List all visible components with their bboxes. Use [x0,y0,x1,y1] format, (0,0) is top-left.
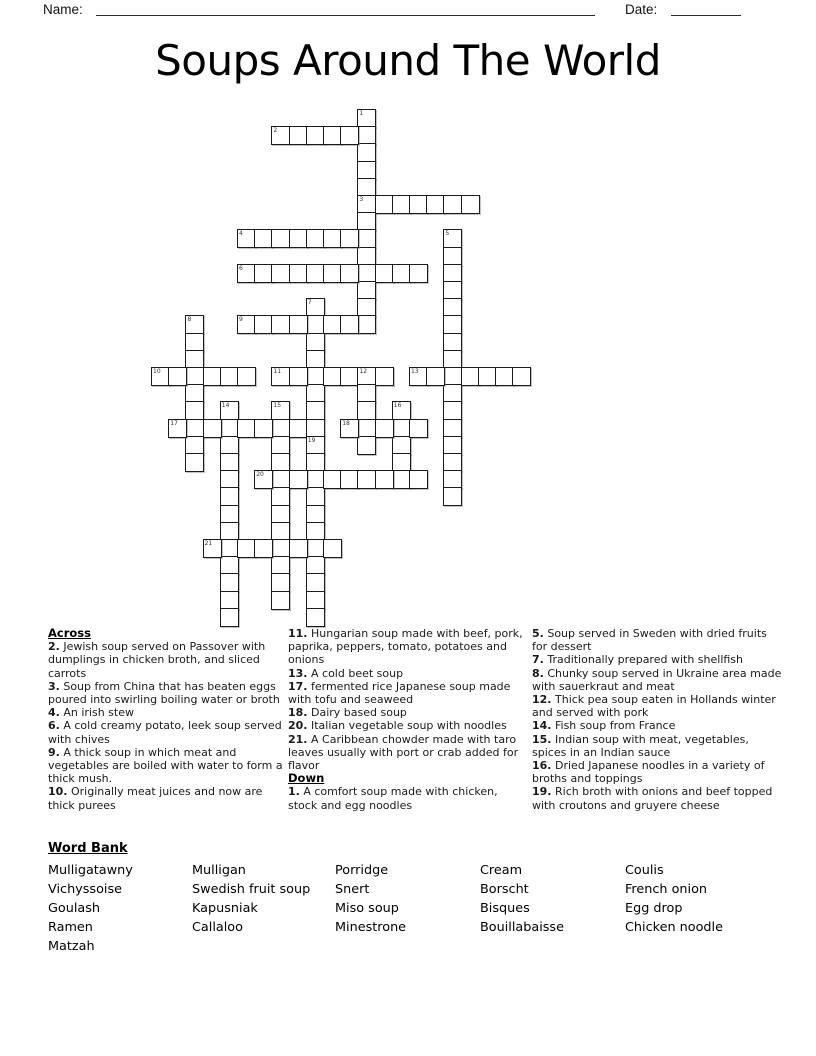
grid-cell[interactable] [461,195,480,214]
grid-cell[interactable] [185,367,204,386]
word-bank-column-3 [335,861,480,956]
word-bank-item: Bisques [480,901,530,916]
grid-cell[interactable] [185,384,204,403]
grid-cell[interactable] [271,556,290,575]
grid-cell[interactable] [220,522,239,541]
clue-number: 17 [170,419,178,427]
grid-cell[interactable] [306,315,325,334]
clue-20: 20. Italian vegetable soup with noodles [288,719,507,733]
grid-cell[interactable] [306,470,325,489]
grid-cell[interactable] [357,281,376,300]
grid-cell[interactable] [185,350,204,369]
name-fill-line[interactable] [96,15,595,16]
grid-cell[interactable] [271,522,290,541]
grid-cell[interactable] [306,333,325,352]
grid-cell[interactable] [409,195,428,214]
grid-cell[interactable] [357,298,376,317]
grid-cell[interactable] [185,419,204,438]
clue-number: 13 [411,368,419,375]
grid-cell[interactable] [323,126,342,145]
word-bank-item: Matzah [48,939,95,954]
grid-cell[interactable] [271,419,290,438]
grid-cell[interactable] [306,384,325,403]
word-bank-column-2 [192,861,335,956]
grid-cell[interactable] [220,401,239,420]
grid-cell[interactable] [323,315,342,334]
word-bank-item: Vichyssoise [48,882,123,897]
grid-cell[interactable] [289,470,308,489]
grid-cell[interactable] [289,229,308,248]
word-bank-item: Bouillabaisse [480,920,564,935]
grid-cell[interactable] [443,487,462,506]
clue-section-label: Across [48,626,91,640]
word-bank-item: Coulis [625,863,664,878]
clue-number: 16 [393,402,402,410]
clue-5: 5. Soup served in Sweden with dried fruits for dessert [532,627,767,654]
word-bank-item: Ramen [48,920,93,935]
word-bank-item: Egg drop [625,901,683,916]
grid-cell[interactable] [306,522,325,541]
grid-cell[interactable] [340,229,359,248]
grid-cell[interactable] [271,229,290,248]
clue-14: 14. Fish soup from France [532,719,676,733]
word-bank-item: Miso soup [335,901,399,916]
clue-number: 20 [256,471,264,479]
word-bank-item: Callaloo [192,920,243,935]
word-bank-item: Snert [335,882,370,897]
clue-2: 2. Jewish soup served on Passover with dumplings in chicken broth, and sliced carrots [48,640,266,680]
grid-cell[interactable] [306,367,325,386]
grid-cell[interactable] [443,315,462,334]
grid-cell[interactable] [443,470,462,489]
word-bank-column-4 [480,861,625,956]
grid-cell[interactable] [271,573,290,592]
grid-cell[interactable] [185,436,204,455]
grid-cell[interactable] [220,591,239,610]
grid-cell[interactable] [357,315,376,334]
grid-cell[interactable] [392,264,411,283]
grid-cell[interactable] [340,367,359,386]
clue-17: 17. fermented rice Japanese soup made with tofu and seaweed [288,679,511,707]
grid-cell[interactable] [289,367,308,386]
grid-cell[interactable] [306,505,325,524]
grid-cell[interactable] [357,195,376,214]
grid-cell[interactable] [203,419,222,438]
grid-cell[interactable] [289,315,308,334]
grid-cell[interactable] [237,264,256,283]
grid-cell[interactable] [254,470,273,489]
clue-number: 5 [445,230,450,238]
grid-cell[interactable] [289,264,308,283]
grid-cell[interactable] [203,539,222,558]
grid-cell[interactable] [409,419,428,438]
clue-number: 4 [239,230,243,238]
grid-cell[interactable] [392,419,411,438]
clue-10: 10. Originally meat juices and now are thick purees [48,785,263,812]
grid-cell[interactable] [168,367,187,386]
grid-cell[interactable] [203,367,222,386]
grid-cell[interactable] [151,367,170,386]
grid-cell[interactable] [306,298,325,317]
clue-number: 7 [307,299,312,307]
grid-cell[interactable] [443,367,462,386]
grid-cell[interactable] [289,419,308,438]
grid-cell[interactable] [271,470,290,489]
grid-cell[interactable] [254,539,273,558]
grid-cell[interactable] [271,505,290,524]
grid-cell[interactable] [220,556,239,575]
grid-cell[interactable] [306,264,325,283]
grid-cell[interactable] [340,315,359,334]
grid-cell[interactable] [357,109,376,128]
grid-cell[interactable] [340,470,359,489]
grid-cell[interactable] [409,264,428,283]
grid-cell[interactable] [443,350,462,369]
grid-cell[interactable] [220,470,239,489]
grid-cell[interactable] [271,126,290,145]
clue-21: 21. A Caribbean chowder made with taro leaves usually with port or crab added for flavor [288,732,519,773]
grid-cell[interactable] [254,315,273,334]
grid-cell[interactable] [185,453,204,472]
grid-cell[interactable] [306,126,325,145]
grid-cell[interactable] [357,470,376,489]
grid-cell[interactable] [306,573,325,592]
grid-cell[interactable] [306,350,325,369]
grid-cell[interactable] [220,505,239,524]
grid-cell[interactable] [409,367,428,386]
grid-cell[interactable] [323,539,342,558]
grid-cell[interactable] [357,401,376,420]
grid-cell[interactable] [357,247,376,266]
clue-number: 15 [273,402,282,410]
grid-cell[interactable] [185,315,204,334]
grid-cell[interactable] [357,384,376,403]
word-bank [48,841,785,956]
grid-cell[interactable] [237,229,256,248]
clue-9: 9. A thick soup in which meat and vegetables are boiled with water to form a thick mush. [48,745,283,786]
grid-cell[interactable] [220,436,239,455]
grid-cell[interactable] [375,470,394,489]
grid-cell[interactable] [443,298,462,317]
grid-cell[interactable] [375,264,394,283]
clue-number: 19 [307,436,316,444]
grid-cell[interactable] [306,591,325,610]
grid-cell[interactable] [392,470,411,489]
grid-cell[interactable] [306,487,325,506]
clues-column-2 [288,627,530,812]
grid-cell[interactable] [357,143,376,162]
word-bank-columns [48,861,785,956]
grid-cell[interactable] [323,367,342,386]
clues-column-3 [532,627,784,812]
clue-number: 11 [273,368,282,375]
clue-8: 8. Chunky soup served in Ukraine area made with sauerkraut and meat [532,666,782,693]
clue-1: 1. A comfort soup made with chicken, stock and egg noodles [288,785,498,812]
grid-cell[interactable] [323,229,342,248]
grid-cell[interactable] [340,264,359,283]
grid-cell[interactable] [271,539,290,558]
grid-cell[interactable] [271,264,290,283]
word-bank-label: Word Bank [48,841,128,856]
grid-cell[interactable] [392,401,411,420]
word-bank-item: Cream [480,863,523,878]
grid-cell[interactable] [443,281,462,300]
clue-number: 10 [153,368,161,375]
grid-cell[interactable] [443,264,462,283]
clue-number: 21 [204,540,213,547]
clue-number: 18 [342,419,350,427]
grid-cell[interactable] [357,264,376,283]
grid-cell[interactable] [220,487,239,506]
clue-number: 3 [359,196,364,203]
clue-number: 8 [187,316,192,324]
word-bank-item: Swedish fruit soup [192,882,311,897]
grid-cell[interactable] [340,126,359,145]
grid-cell[interactable] [375,367,394,386]
grid-cell[interactable] [443,333,462,352]
word-bank-column-1 [48,861,192,956]
grid-cell[interactable] [306,401,325,420]
grid-cell[interactable] [289,126,308,145]
clue-11: 11. Hungarian soup made with beef, pork, paprika, peppers, tomato, potatoes and onions [288,627,523,667]
clues-column-1 [48,627,290,812]
word-bank-item: Borscht [480,882,529,897]
grid-cell[interactable] [306,436,325,455]
clue-7: 7. Traditionally prepared with shellfish [532,653,744,667]
grid-cell[interactable] [220,453,239,472]
grid-cell[interactable] [443,419,462,438]
clue-number: 14 [221,402,230,410]
grid-cell[interactable] [357,178,376,197]
date-label: Date: [625,2,658,17]
grid-cell[interactable] [357,436,376,455]
date-fill-line[interactable] [671,15,741,16]
grid-cell[interactable] [220,367,239,386]
grid-cell[interactable] [220,608,239,627]
grid-cell[interactable] [237,539,256,558]
grid-cell[interactable] [237,315,256,334]
word-bank-item: Chicken noodle [625,920,723,935]
word-bank-item: Porridge [335,863,389,878]
clue-15: 15. Indian soup with meat, vegetables, spices in an Indian sauce [532,732,749,759]
grid-cell[interactable] [443,453,462,472]
grid-cell[interactable] [357,212,376,231]
grid-cell[interactable] [409,470,428,489]
clue-number: 9 [239,316,243,324]
clue-16: 16. Dried Japanese noodles in a variety of broths and toppings [532,759,765,786]
name-label: Name: [43,2,83,17]
grid-cell[interactable] [443,401,462,420]
grid-cell[interactable] [306,608,325,627]
grid-cell[interactable] [168,419,187,438]
clue-number: 1 [359,110,364,117]
clue-number: 6 [239,264,243,272]
word-bank-item: Mulligatawny [48,863,133,878]
clue-6: 6. A cold creamy potato, leek soup served with chives [48,719,282,746]
grid-cell[interactable] [271,487,290,506]
grid-cell[interactable] [323,470,342,489]
clue-19: 19. Rich broth with onions and beef topped with croutons and gruyere cheese [532,785,773,812]
grid-cell[interactable] [271,367,290,386]
grid-cell[interactable] [306,229,325,248]
clue-number: 2 [273,127,278,135]
word-bank-item: Kapusniak [192,901,258,916]
clue-number: 12 [359,368,368,375]
grid-cell[interactable] [289,539,308,558]
grid-cell[interactable] [375,419,394,438]
grid-cell[interactable] [461,367,480,386]
clue-3: 3. Soup from China that has beaten eggs poured into swirling boiling water or broth [48,679,280,707]
word-bank-item: Mulligan [192,863,246,878]
grid-cell[interactable] [392,453,411,472]
grid-cell[interactable] [357,161,376,180]
grid-cell[interactable] [306,539,325,558]
grid-cell[interactable] [185,401,204,420]
grid-cell[interactable] [306,453,325,472]
grid-cell[interactable] [220,539,239,558]
grid-cell[interactable] [392,195,411,214]
word-bank-item: Minestrone [335,920,407,935]
word-bank-item: French onion [625,882,708,897]
grid-cell[interactable] [426,367,445,386]
grid-cell[interactable] [443,384,462,403]
grid-cell[interactable] [220,573,239,592]
page-title: Soups Around The World [155,36,661,85]
grid-cell[interactable] [254,264,273,283]
grid-cell[interactable] [254,419,273,438]
grid-cell[interactable] [357,126,376,145]
clue-18: 18. Dairy based soup [288,706,407,720]
grid-cell[interactable] [375,195,394,214]
grid-cell[interactable] [357,419,376,438]
word-bank-item: Goulash [48,901,101,916]
grid-cell[interactable] [220,419,239,438]
grid-cell[interactable] [443,247,462,266]
grid-cell[interactable] [271,315,290,334]
clue-section-label: Down [288,771,325,786]
grid-cell[interactable] [495,367,514,386]
grid-cell[interactable] [443,195,462,214]
grid-cell[interactable] [306,419,325,438]
grid-cell[interactable] [306,556,325,575]
grid-cell[interactable] [271,453,290,472]
grid-cell[interactable] [357,367,376,386]
grid-cell[interactable] [271,401,290,420]
grid-cell[interactable] [237,367,256,386]
grid-cell[interactable] [392,436,411,455]
grid-cell[interactable] [323,264,342,283]
grid-cell[interactable] [271,591,290,610]
grid-cell[interactable] [443,229,462,248]
clue-12: 12. Thick pea soup eaten in Hollands winter and served with pork [532,693,776,720]
clue-4: 4. An irish stew [48,706,134,720]
grid-cell[interactable] [443,436,462,455]
word-bank-column-5 [625,861,785,956]
grid-cell[interactable] [254,229,273,248]
grid-cell[interactable] [357,229,376,248]
grid-cell[interactable] [512,367,531,386]
grid-cell[interactable] [478,367,497,386]
grid-cell[interactable] [271,436,290,455]
grid-cell[interactable] [426,195,445,214]
grid-cell[interactable] [340,419,359,438]
grid-cell[interactable] [237,419,256,438]
clue-13: 13. A cold beet soup [288,666,404,680]
grid-cell[interactable] [185,333,204,352]
